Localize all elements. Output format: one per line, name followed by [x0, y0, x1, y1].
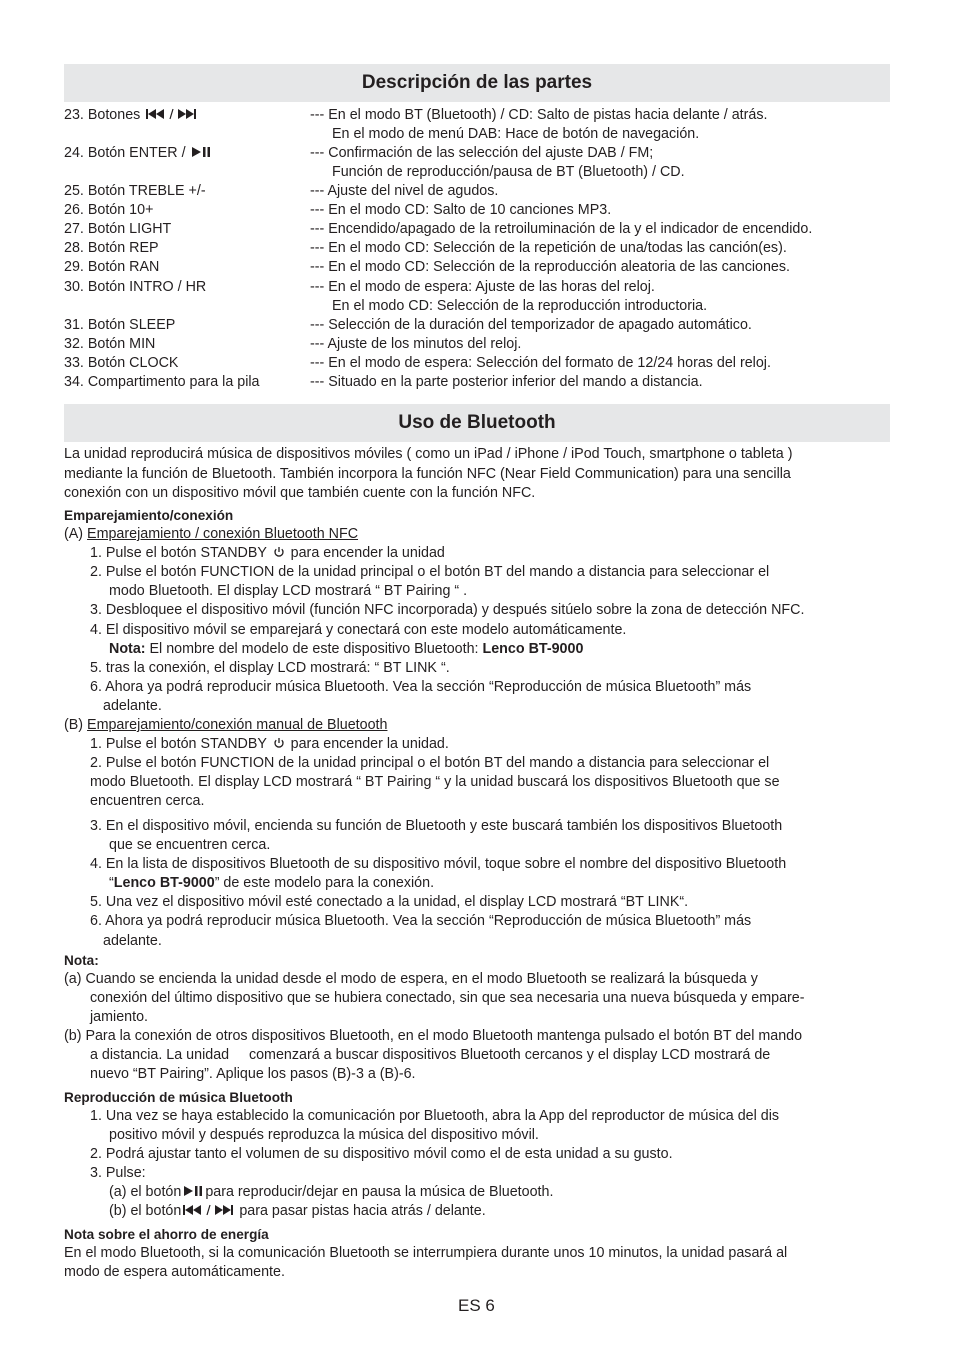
section-a-note: Nota: El nombre del modelo de este dispositivo Bluetooth: Lenco BT-9000 [109, 641, 584, 657]
parts-section-header [64, 64, 890, 102]
section-a-heading: (A) Emparejamiento / conexión Bluetooth NFC [64, 526, 359, 542]
section-a-step-2: 2. Pulse el botón FUNCTION de la unidad principal o el botón BT del mando a distancia para seleccionar el [90, 564, 770, 580]
section-b-step-3: 3. En el dispositivo móvil, encienda su función de Bluetooth y este buscará también los dispositivos Bluetooth [90, 818, 783, 834]
section-b-step-1: 1. Pulse el botón STANDBY para encender la unidad. [90, 736, 449, 752]
section-a-step-1: 1. Pulse el botón STANDBY para encender la unidad [90, 545, 445, 561]
parts-row: 23. Botones --- En el modo BT (Bluetooth) / CD: Salto de pistas hacia delante / atrás. [64, 107, 768, 123]
parts-row: 32. Botón MIN --- Ajuste de los minutos del reloj. [64, 336, 522, 352]
parts-row: Función de reproducción/pausa de BT (Bluetooth) / CD. [332, 164, 685, 180]
nota-b-cont: a distancia. La unidad comenzará a buscar dispositivos Bluetooth cercanos y el display LCD mostrará de [90, 1047, 771, 1063]
section-b-step-5: 5. Una vez el dispositivo móvil esté conectado a la unidad, el display LCD mostrará “BT LINK“. [90, 894, 689, 910]
section-a-step-3: 3. Desbloquee el dispositivo móvil (función NFC incorporada) y después sitúelo sobre la zona de detección NFC. [90, 602, 805, 618]
playback-heading: Reproducción de música Bluetooth [64, 1090, 293, 1105]
parts-row: 33. Botón CLOCK --- En el modo de espera: Selección del formato de 12/24 horas del reloj. [64, 355, 771, 371]
section-b-step-4-cont: “Lenco BT-9000” de este modelo para la conexión. [109, 875, 435, 891]
energy-line: modo de espera automáticamente. [64, 1264, 285, 1280]
section-b-step-2-cont: encuentren cerca. [90, 793, 205, 809]
playback-step-3: 3. Pulse: [90, 1165, 146, 1181]
nota-a: (a) Cuando se encienda la unidad desde el modo de espera, en el modo Bluetooth se realizará la búsqueda y [64, 971, 758, 987]
section-b-step-2-cont: modo Bluetooth. El display LCD mostrará “ BT Pairing “ y la unidad buscará los dispositivos Bluetooth que se [90, 774, 780, 790]
section-a-step-4: 4. El dispositivo móvil se emparejará y conectará con este modelo automáticamente. [90, 622, 627, 638]
parts-section-title: Descripción de las partes [361, 72, 593, 93]
bluetooth-section-title: Uso de Bluetooth [398, 412, 556, 433]
nota-a-cont: jamiento. [90, 1009, 149, 1025]
parts-row: 26. Botón 10+ --- En el modo CD: Salto de 10 canciones MP3. [64, 202, 612, 218]
power-icon [271, 737, 287, 749]
pairing-heading: Emparejamiento/conexión [64, 508, 234, 523]
nota-b-cont: nuevo “BT Pairing”. Aplique los pasos (B)-3 a (B)-6. [90, 1066, 416, 1082]
skip-back-forward-icon [181, 1204, 239, 1216]
parts-row: En el modo de menú DAB: Hace de botón de navegación. [332, 126, 700, 142]
parts-row: 24. Botón ENTER / --- Confirmación de las selección del ajuste DAB / FM; [64, 145, 654, 161]
energy-heading: Nota sobre el ahorro de energía [64, 1227, 269, 1242]
parts-row: 30. Botón INTRO / HR --- En el modo de espera: Ajuste de las horas del reloj. [64, 279, 655, 295]
section-b-step-4: 4. En la lista de dispositivos Bluetooth de su dispositivo móvil, toque sobre el nombre del dispositivo Bluetooth [90, 856, 787, 872]
section-a-step-5: 5. tras la conexión, el display LCD mostrará: “ BT LINK “. [90, 660, 450, 676]
section-a-step-6-cont: adelante. [103, 698, 162, 714]
section-b-step-2: 2. Pulse el botón FUNCTION de la unidad principal o el botón BT del mando a distancia para seleccionar el [90, 755, 770, 771]
section-b-heading: (B) Emparejamiento/conexión manual de Bluetooth [64, 717, 388, 733]
bluetooth-section-header [64, 404, 890, 442]
parts-row: 28. Botón REP --- En el modo CD: Selección de la repetición de una/todas las canción(es). [64, 240, 787, 256]
intro-line: mediante la función de Bluetooth. También incorpora la función NFC (Near Field Communication) para una sencilla [64, 466, 791, 482]
section-a-step-6: 6. Ahora ya podrá reproducir música Bluetooth. Vea la sección “Reproducción de música Bluetooth” más [90, 679, 752, 695]
intro-line: La unidad reproducirá música de dispositivos móviles ( como un iPad / iPhone / iPod Touch, smartphone o tableta ) [64, 446, 793, 462]
play-pause-icon [190, 146, 212, 158]
section-b-step-6-cont: adelante. [103, 933, 162, 949]
playback-step-3b: (b) el botón para pasar pistas hacia atrás / delante. [109, 1203, 486, 1219]
section-a-step-2-cont: modo Bluetooth. El display LCD mostrará “ BT Pairing “ . [109, 583, 468, 599]
playback-step-1-cont: positivo móvil y después reproduzca la música del dispositivo móvil. [109, 1127, 539, 1143]
section-b-step-3-cont: que se encuentren cerca. [109, 837, 271, 853]
parts-row: 31. Botón SLEEP --- Selección de la duración del temporizador de apagado automático. [64, 317, 752, 333]
page-number: ES 6 [458, 1296, 495, 1315]
intro-line: conexión con un dispositivo móvil que también cuente con la función NFC. [64, 485, 536, 501]
play-pause-icon [181, 1185, 205, 1197]
power-icon [271, 546, 287, 558]
parts-row: 27. Botón LIGHT --- Encendido/apagado de la retroiluminación de la y el indicador de encendido. [64, 221, 813, 237]
parts-row: 25. Botón TREBLE +/- --- Ajuste del nivel de agudos. [64, 183, 499, 199]
playback-step-3a: (a) el botón para reproducir/dejar en pausa la música de Bluetooth. [109, 1184, 554, 1200]
section-b-step-6: 6. Ahora ya podrá reproducir música Bluetooth. Vea la sección “Reproducción de música Bluetooth” más [90, 913, 752, 929]
playback-step-2: 2. Podrá ajustar tanto el volumen de su dispositivo móvil como el de esta unidad a su gusto. [90, 1146, 673, 1162]
parts-row: 34. Compartimento para la pila --- Situado en la parte posterior inferior del mando a distancia. [64, 374, 703, 390]
skip-back-forward-icon [144, 108, 198, 120]
parts-row: En el modo CD: Selección de la reproducción introductoria. [332, 298, 708, 314]
nota-a-cont: conexión del último dispositivo que se hubiera conectado, sin que sea necesaria una nueva búsqueda y empare- [90, 990, 805, 1006]
parts-row: 29. Botón RAN --- En el modo CD: Selección de la reproducción aleatoria de las canciones. [64, 259, 790, 275]
energy-line: En el modo Bluetooth, si la comunicación Bluetooth se interrumpiera durante unos 10 minutos, la unidad pasará al [64, 1245, 788, 1261]
playback-step-1: 1. Una vez se haya establecido la comunicación por Bluetooth, abra la App del reproductor de música del dis [90, 1108, 780, 1124]
nota-heading: Nota: [64, 953, 99, 968]
nota-b: (b) Para la conexión de otros dispositivos Bluetooth, en el modo Bluetooth mantenga pulsado el botón BT del mando [64, 1028, 803, 1044]
